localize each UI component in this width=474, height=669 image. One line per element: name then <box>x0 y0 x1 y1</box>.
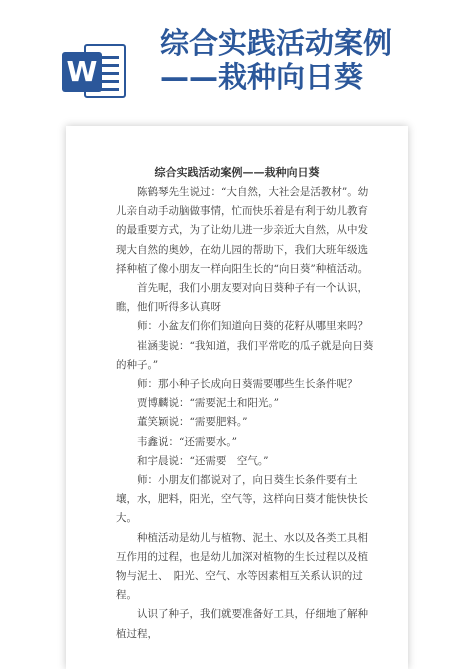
page-title-line2: ——栽种向日葵 <box>160 60 364 94</box>
paragraph: 和宇晨说：“还需要 空气。” <box>137 454 269 467</box>
document-preview <box>66 126 408 669</box>
word-icon-badge: W <box>62 52 102 92</box>
paragraph: 首先呢，我们小朋友要对向日葵种子有一个认识，瞧，他们听得多认真呀 <box>116 282 368 314</box>
document-body <box>116 183 374 644</box>
document-title: 综合实践活动案例——栽种向日葵 <box>154 166 320 179</box>
paragraph: 种植活动是幼儿与植物、泥土、水以及各类工具相互作用的过程，也是幼儿加深对植物的生长过程以及植物与泥土、 阳光、空气、水等因素相互关系认识的过程。 <box>116 531 368 602</box>
paragraph: 师：小朋友们都说对了，向日葵生长条件要有土壤，水，肥料，阳光，空气等，这样向日葵才能快快长大。 <box>116 474 368 525</box>
paragraph: 师：那小种子长成向日葵需要哪些生长条件呢？ <box>137 378 358 391</box>
paragraph: 师：小盆友们你们知道向日葵的花籽从哪里来吗？ <box>137 320 368 333</box>
paragraph: 陈鹤琴先生说过：“大自然，大社会是活教材”。幼儿亲自动手动脑做事情，忙而快乐着是有利于幼儿教育的最重要方式，为了让幼儿进一步亲近大自然，从中发现大自然的奥妙，在幼儿园的帮助下，我们大班年级选择种植了像小朋友一样向阳生长的“向日葵”种植活动。 <box>116 186 369 275</box>
paragraph: 贾博麟说：“需要泥土和阳光。” <box>137 397 279 410</box>
paragraph: 韦鑫说：“还需要水。” <box>137 435 237 448</box>
word-document-icon <box>62 40 128 102</box>
paragraph: 崔涵斐说：“我知道，我们平常吃的瓜子就是向日葵的种子。” <box>116 339 374 371</box>
page-title <box>160 26 460 94</box>
paragraph: 董笑颖说：“需要肥料。” <box>137 416 248 429</box>
page-title-line1: 综合实践活动案例 <box>160 26 393 60</box>
paragraph: 认识了种子，我们就要准备好工具，仔细地了解种植过程， <box>116 608 368 640</box>
page-header <box>0 0 474 110</box>
